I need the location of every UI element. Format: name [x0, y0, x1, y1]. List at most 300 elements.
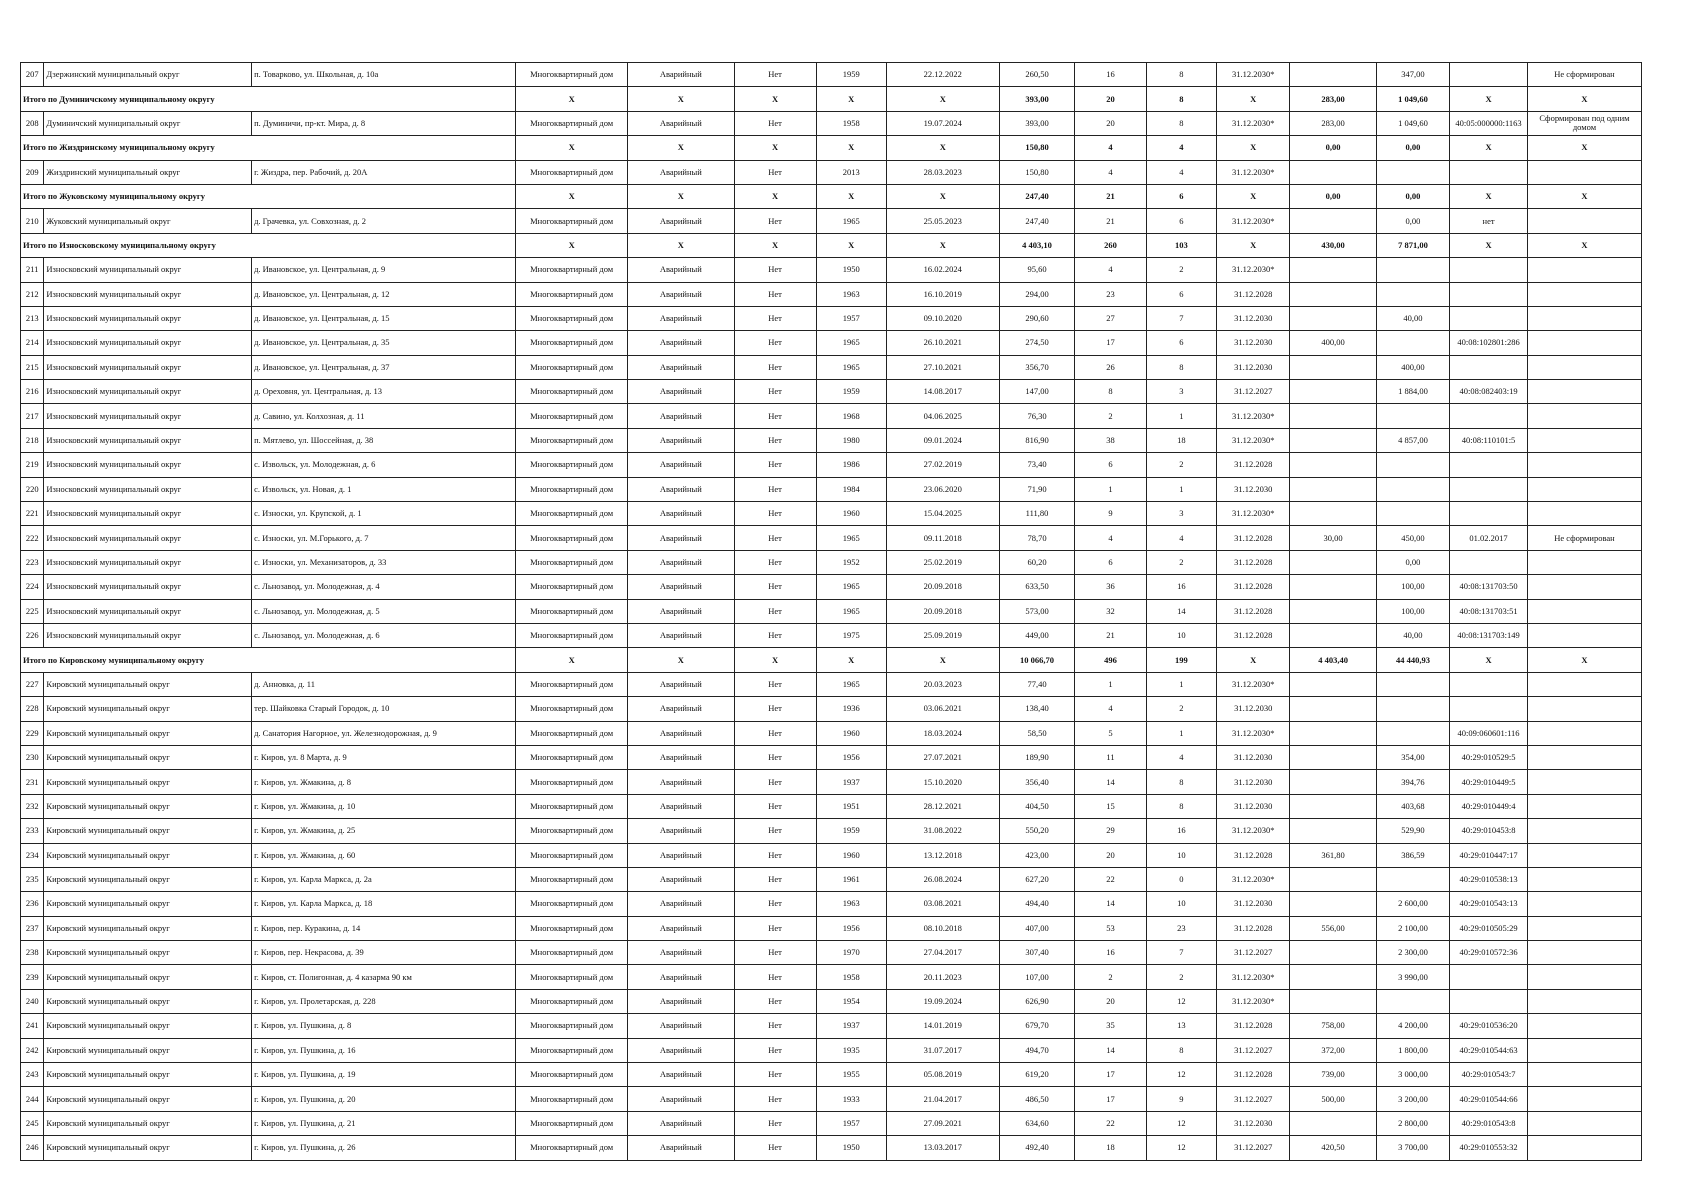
- table-cell: 404,50: [999, 794, 1075, 818]
- table-cell: 40:29:010505:29: [1450, 916, 1528, 940]
- subtotal-row: [21, 648, 1642, 672]
- table-cell: д. Савино, ул. Колхозная, д. 11: [252, 404, 516, 428]
- table-cell: Аварийный: [628, 111, 735, 135]
- subtotal-cell: X: [1216, 184, 1289, 208]
- subtotal-cell: X: [1216, 87, 1289, 111]
- table-row: [21, 989, 1642, 1013]
- table-cell: 40,00: [1376, 306, 1449, 330]
- table-cell: Нет: [734, 453, 816, 477]
- table-cell: Многоквартирный дом: [516, 380, 628, 404]
- table-cell: 31.12.2030: [1216, 697, 1289, 721]
- subtotal-cell: 1 049,60: [1376, 87, 1449, 111]
- table-cell: [1527, 721, 1641, 745]
- table-cell: Думиничский муниципальный округ: [44, 111, 252, 135]
- table-cell: 1960: [816, 843, 886, 867]
- table-cell: Многоквартирный дом: [516, 892, 628, 916]
- table-cell: [1290, 282, 1376, 306]
- table-cell: Аварийный: [628, 477, 735, 501]
- table-cell: 2: [1146, 550, 1216, 574]
- table-cell: [1527, 867, 1641, 891]
- subtotal-cell: 283,00: [1290, 87, 1376, 111]
- table-cell: [1527, 819, 1641, 843]
- table-cell: 1937: [816, 1014, 886, 1038]
- table-cell: 09.01.2024: [886, 428, 999, 452]
- table-row: [21, 306, 1642, 330]
- table-cell: 14.08.2017: [886, 380, 999, 404]
- table-cell: 40:29:010544:66: [1450, 1087, 1528, 1111]
- table-cell: 31.12.2027: [1216, 941, 1289, 965]
- subtotal-cell: 10 066,70: [999, 648, 1075, 672]
- table-cell: [1290, 672, 1376, 696]
- table-cell: 31.12.2027: [1216, 1136, 1289, 1160]
- table-cell: нет: [1450, 209, 1528, 233]
- table-cell: 1956: [816, 916, 886, 940]
- table-cell: д. Ивановское, ул. Центральная, д. 12: [252, 282, 516, 306]
- table-cell: 223: [21, 550, 44, 574]
- table-cell: г. Киров, ст. Полигонная, д. 4 казарма 90 км: [252, 965, 516, 989]
- table-cell: 224: [21, 575, 44, 599]
- table-cell: Нет: [734, 258, 816, 282]
- subtotal-cell: X: [886, 87, 999, 111]
- table-cell: 27.10.2021: [886, 355, 999, 379]
- table-cell: 21: [1075, 209, 1146, 233]
- table-cell: [1527, 209, 1641, 233]
- table-cell: 1960: [816, 721, 886, 745]
- table-cell: 216: [21, 380, 44, 404]
- table-cell: Аварийный: [628, 550, 735, 574]
- table-cell: Кировский муниципальный округ: [44, 916, 252, 940]
- table-cell: 138,40: [999, 697, 1075, 721]
- table-cell: Нет: [734, 672, 816, 696]
- table-cell: 1959: [816, 380, 886, 404]
- table-cell: Нет: [734, 965, 816, 989]
- table-cell: 31.12.2028: [1216, 1063, 1289, 1087]
- table-cell: 1957: [816, 306, 886, 330]
- table-row: [21, 453, 1642, 477]
- table-cell: 31.12.2030: [1216, 745, 1289, 769]
- table-cell: [1527, 745, 1641, 769]
- table-cell: Многоквартирный дом: [516, 306, 628, 330]
- table-cell: Аварийный: [628, 1136, 735, 1160]
- table-row: [21, 941, 1642, 965]
- table-cell: [1290, 550, 1376, 574]
- table-cell: 31.07.2017: [886, 1038, 999, 1062]
- table-cell: г. Киров, ул. Пушкина, д. 20: [252, 1087, 516, 1111]
- table-cell: Аварийный: [628, 843, 735, 867]
- table-cell: Нет: [734, 306, 816, 330]
- table-cell: 1965: [816, 599, 886, 623]
- table-cell: Износковский муниципальный округ: [44, 380, 252, 404]
- table-cell: г. Киров, ул. Карла Маркса, д. 2а: [252, 867, 516, 891]
- table-cell: 1936: [816, 697, 886, 721]
- table-cell: 3 000,00: [1376, 1063, 1449, 1087]
- table-cell: г. Киров, ул. Пушкина, д. 26: [252, 1136, 516, 1160]
- subtotal-cell: X: [628, 87, 735, 111]
- table-cell: 230: [21, 745, 44, 769]
- table-cell: [1527, 1038, 1641, 1062]
- table-cell: [1290, 355, 1376, 379]
- table-cell: 17: [1075, 331, 1146, 355]
- table-cell: 634,60: [999, 1111, 1075, 1135]
- table-cell: Аварийный: [628, 1087, 735, 1111]
- table-cell: 22: [1075, 1111, 1146, 1135]
- table-cell: с. Извольск, ул. Новая, д. 1: [252, 477, 516, 501]
- table-cell: Аварийный: [628, 599, 735, 623]
- table-cell: 03.08.2021: [886, 892, 999, 916]
- table-cell: Нет: [734, 843, 816, 867]
- table-cell: 36: [1075, 575, 1146, 599]
- table-cell: 40:29:010453:8: [1450, 819, 1528, 843]
- table-cell: Нет: [734, 380, 816, 404]
- table-cell: 816,90: [999, 428, 1075, 452]
- table-cell: Аварийный: [628, 258, 735, 282]
- table-cell: 1950: [816, 1136, 886, 1160]
- subtotal-cell: 496: [1075, 648, 1146, 672]
- table-cell: 04.06.2025: [886, 404, 999, 428]
- table-cell: [1527, 770, 1641, 794]
- table-cell: 31.12.2030*: [1216, 502, 1289, 526]
- table-cell: Кировский муниципальный округ: [44, 1111, 252, 1135]
- subtotal-cell: X: [1450, 136, 1528, 160]
- table-cell: [1290, 428, 1376, 452]
- table-cell: 10: [1146, 843, 1216, 867]
- table-cell: 240: [21, 989, 44, 1013]
- table-cell: 494,40: [999, 892, 1075, 916]
- table-cell: Многоквартирный дом: [516, 1038, 628, 1062]
- table-cell: 627,20: [999, 867, 1075, 891]
- subtotal-cell: X: [734, 648, 816, 672]
- table-cell: Многоквартирный дом: [516, 941, 628, 965]
- table-cell: 215: [21, 355, 44, 379]
- table-cell: Аварийный: [628, 672, 735, 696]
- table-cell: 221: [21, 502, 44, 526]
- table-cell: 3: [1146, 502, 1216, 526]
- table-row: [21, 965, 1642, 989]
- table-cell: 2: [1146, 453, 1216, 477]
- table-cell: 77,40: [999, 672, 1075, 696]
- subtotal-cell: 6: [1146, 184, 1216, 208]
- table-row: [21, 355, 1642, 379]
- table-cell: Аварийный: [628, 453, 735, 477]
- table-cell: Аварийный: [628, 331, 735, 355]
- table-cell: 19.07.2024: [886, 111, 999, 135]
- table-cell: 228: [21, 697, 44, 721]
- table-cell: Кировский муниципальный округ: [44, 697, 252, 721]
- table-cell: [1290, 941, 1376, 965]
- table-cell: 246: [21, 1136, 44, 1160]
- subtotal-cell: X: [628, 184, 735, 208]
- table-cell: [1290, 160, 1376, 184]
- table-cell: 1 049,60: [1376, 111, 1449, 135]
- table-row: [21, 1038, 1642, 1062]
- table-row: [21, 794, 1642, 818]
- table-cell: [1376, 453, 1449, 477]
- table-cell: г. Киров, ул. Пушкина, д. 16: [252, 1038, 516, 1062]
- table-cell: 2 800,00: [1376, 1111, 1449, 1135]
- table-cell: 16: [1075, 63, 1146, 87]
- table-cell: 4 857,00: [1376, 428, 1449, 452]
- table-cell: Нет: [734, 623, 816, 647]
- table-cell: 31.12.2030*: [1216, 160, 1289, 184]
- table-cell: 450,00: [1376, 526, 1449, 550]
- table-cell: с. Износки, ул. М.Горького, д. 7: [252, 526, 516, 550]
- table-cell: 31.08.2022: [886, 819, 999, 843]
- table-cell: Нет: [734, 111, 816, 135]
- table-cell: 242: [21, 1038, 44, 1062]
- table-cell: 400,00: [1290, 331, 1376, 355]
- table-body: [21, 63, 1642, 1161]
- table-cell: 4: [1075, 258, 1146, 282]
- table-cell: д. Ивановское, ул. Центральная, д. 37: [252, 355, 516, 379]
- table-cell: Аварийный: [628, 965, 735, 989]
- subtotal-label: Итого по Кировскому муниципальному округу: [21, 648, 516, 672]
- table-row: [21, 477, 1642, 501]
- table-cell: 26: [1075, 355, 1146, 379]
- table-cell: 31.12.2030*: [1216, 965, 1289, 989]
- table-cell: 150,80: [999, 160, 1075, 184]
- table-cell: Нет: [734, 794, 816, 818]
- table-cell: 500,00: [1290, 1087, 1376, 1111]
- table-cell: [1527, 550, 1641, 574]
- subtotal-cell: 4 403,40: [1290, 648, 1376, 672]
- table-cell: 53: [1075, 916, 1146, 940]
- table-cell: 486,50: [999, 1087, 1075, 1111]
- table-cell: 2: [1146, 697, 1216, 721]
- table-cell: Кировский муниципальный округ: [44, 1063, 252, 1087]
- table-cell: [1376, 867, 1449, 891]
- subtotal-cell: X: [734, 233, 816, 257]
- table-cell: 207: [21, 63, 44, 87]
- table-cell: [1290, 745, 1376, 769]
- table-cell: 4: [1075, 697, 1146, 721]
- table-cell: Аварийный: [628, 306, 735, 330]
- table-cell: 29: [1075, 819, 1146, 843]
- table-cell: Многоквартирный дом: [516, 160, 628, 184]
- table-cell: 27.07.2021: [886, 745, 999, 769]
- table-cell: [1527, 916, 1641, 940]
- table-cell: 31.12.2030: [1216, 355, 1289, 379]
- table-cell: 31.12.2028: [1216, 623, 1289, 647]
- table-cell: д. Ивановское, ул. Центральная, д. 15: [252, 306, 516, 330]
- subtotal-cell: X: [816, 87, 886, 111]
- table-cell: тер. Шайковка Старый Городок, д. 10: [252, 697, 516, 721]
- subtotal-cell: X: [516, 184, 628, 208]
- table-cell: 14: [1146, 599, 1216, 623]
- table-cell: Нет: [734, 1111, 816, 1135]
- table-cell: 1: [1146, 404, 1216, 428]
- table-cell: 633,50: [999, 575, 1075, 599]
- table-cell: Нет: [734, 770, 816, 794]
- table-cell: с. Льнозавод, ул. Молодежная, д. 4: [252, 575, 516, 599]
- table-cell: г. Киров, ул. Пушкина, д. 19: [252, 1063, 516, 1087]
- subtotal-cell: X: [1450, 648, 1528, 672]
- table-cell: 1951: [816, 794, 886, 818]
- table-cell: [1527, 502, 1641, 526]
- table-cell: 2 300,00: [1376, 941, 1449, 965]
- table-cell: 40:29:010449:4: [1450, 794, 1528, 818]
- table-cell: [1290, 1111, 1376, 1135]
- table-cell: 1959: [816, 63, 886, 87]
- table-cell: [1527, 1111, 1641, 1135]
- subtotal-cell: 4: [1075, 136, 1146, 160]
- table-cell: [1376, 404, 1449, 428]
- table-cell: 394,76: [1376, 770, 1449, 794]
- table-cell: 09.11.2018: [886, 526, 999, 550]
- table-cell: [1450, 697, 1528, 721]
- subtotal-label: Итого по Жуковскому муниципальному округу: [21, 184, 516, 208]
- table-cell: 214: [21, 331, 44, 355]
- table-cell: 12: [1146, 989, 1216, 1013]
- table-cell: [1376, 721, 1449, 745]
- table-cell: Аварийный: [628, 404, 735, 428]
- table-cell: Кировский муниципальный округ: [44, 867, 252, 891]
- table-cell: Многоквартирный дом: [516, 1063, 628, 1087]
- subtotal-cell: X: [1450, 87, 1528, 111]
- table-cell: 31.12.2028: [1216, 575, 1289, 599]
- table-cell: 20.11.2023: [886, 965, 999, 989]
- table-cell: 76,30: [999, 404, 1075, 428]
- table-cell: [1290, 477, 1376, 501]
- table-cell: 2013: [816, 160, 886, 184]
- table-cell: 14: [1075, 892, 1146, 916]
- table-cell: [1527, 672, 1641, 696]
- table-cell: Нет: [734, 404, 816, 428]
- table-cell: 16: [1146, 819, 1216, 843]
- table-cell: 529,90: [1376, 819, 1449, 843]
- table-cell: Многоквартирный дом: [516, 502, 628, 526]
- table-cell: 6: [1075, 453, 1146, 477]
- table-cell: [1376, 160, 1449, 184]
- subtotal-cell: X: [886, 233, 999, 257]
- table-cell: [1450, 282, 1528, 306]
- table-cell: Износковский муниципальный округ: [44, 599, 252, 623]
- emergency-housing-table: [20, 62, 1642, 1161]
- table-cell: 71,90: [999, 477, 1075, 501]
- table-cell: Аварийный: [628, 209, 735, 233]
- table-cell: 2 100,00: [1376, 916, 1449, 940]
- table-cell: 31.12.2030*: [1216, 867, 1289, 891]
- table-cell: с. Извольск, ул. Молодежная, д. 6: [252, 453, 516, 477]
- table-cell: 235: [21, 867, 44, 891]
- table-cell: 361,80: [1290, 843, 1376, 867]
- table-cell: [1450, 355, 1528, 379]
- table-cell: 1954: [816, 989, 886, 1013]
- table-cell: 236: [21, 892, 44, 916]
- subtotal-label: Итого по Думиничскому муниципальному округу: [21, 87, 516, 111]
- table-cell: 20.09.2018: [886, 599, 999, 623]
- table-cell: д. Ореховня, ул. Центральная, д. 13: [252, 380, 516, 404]
- table-cell: [1290, 721, 1376, 745]
- table-cell: Аварийный: [628, 526, 735, 550]
- table-cell: 31.12.2027: [1216, 1087, 1289, 1111]
- table-cell: 12: [1146, 1111, 1216, 1135]
- table-cell: 1950: [816, 258, 886, 282]
- table-cell: 1963: [816, 892, 886, 916]
- table-cell: 23: [1075, 282, 1146, 306]
- table-cell: [1450, 989, 1528, 1013]
- table-cell: Многоквартирный дом: [516, 672, 628, 696]
- table-cell: [1376, 258, 1449, 282]
- table-cell: 1: [1075, 477, 1146, 501]
- table-cell: 307,40: [999, 941, 1075, 965]
- table-cell: Нет: [734, 599, 816, 623]
- table-cell: [1290, 258, 1376, 282]
- table-cell: 31.12.2030*: [1216, 404, 1289, 428]
- table-cell: Многоквартирный дом: [516, 794, 628, 818]
- table-cell: 31.12.2030: [1216, 331, 1289, 355]
- table-cell: [1376, 697, 1449, 721]
- table-cell: 31.12.2030: [1216, 1111, 1289, 1135]
- table-row: [21, 160, 1642, 184]
- register-sheet: [20, 62, 1642, 1161]
- table-cell: 14.01.2019: [886, 1014, 999, 1038]
- table-cell: Не сформирован: [1527, 63, 1641, 87]
- table-cell: Кировский муниципальный округ: [44, 819, 252, 843]
- table-cell: Многоквартирный дом: [516, 1111, 628, 1135]
- subtotal-cell: 20: [1075, 87, 1146, 111]
- table-cell: Нет: [734, 160, 816, 184]
- subtotal-cell: 0,00: [1376, 136, 1449, 160]
- table-cell: [1527, 404, 1641, 428]
- table-cell: Кировский муниципальный округ: [44, 721, 252, 745]
- table-cell: с. Льнозавод, ул. Молодежная, д. 6: [252, 623, 516, 647]
- table-cell: [1376, 477, 1449, 501]
- table-cell: 1 800,00: [1376, 1038, 1449, 1062]
- table-cell: г. Киров, пер. Некрасова, д. 39: [252, 941, 516, 965]
- table-cell: Износковский муниципальный округ: [44, 477, 252, 501]
- table-cell: 294,00: [999, 282, 1075, 306]
- table-cell: Кировский муниципальный округ: [44, 989, 252, 1013]
- table-cell: 1970: [816, 941, 886, 965]
- subtotal-cell: 44 440,93: [1376, 648, 1449, 672]
- table-cell: Многоквартирный дом: [516, 477, 628, 501]
- table-cell: Многоквартирный дом: [516, 819, 628, 843]
- subtotal-cell: X: [1527, 87, 1641, 111]
- table-cell: 238: [21, 941, 44, 965]
- table-cell: 16.02.2024: [886, 258, 999, 282]
- table-cell: [1376, 989, 1449, 1013]
- table-cell: 212: [21, 282, 44, 306]
- table-cell: Аварийный: [628, 770, 735, 794]
- table-cell: 40:29:010553:32: [1450, 1136, 1528, 1160]
- table-cell: 9: [1146, 1087, 1216, 1111]
- table-cell: г. Киров, ул. Жмакина, д. 10: [252, 794, 516, 818]
- table-row: [21, 209, 1642, 233]
- table-cell: [1450, 258, 1528, 282]
- table-cell: 31.12.2028: [1216, 599, 1289, 623]
- subtotal-cell: 0,00: [1290, 136, 1376, 160]
- table-cell: Износковский муниципальный округ: [44, 526, 252, 550]
- table-cell: 243: [21, 1063, 44, 1087]
- table-cell: [1527, 1087, 1641, 1111]
- table-cell: 1965: [816, 209, 886, 233]
- table-cell: 31.12.2028: [1216, 550, 1289, 574]
- table-cell: [1290, 63, 1376, 87]
- table-cell: 1959: [816, 819, 886, 843]
- table-cell: 1965: [816, 575, 886, 599]
- table-cell: [1290, 965, 1376, 989]
- table-cell: Кировский муниципальный округ: [44, 745, 252, 769]
- table-cell: [1450, 550, 1528, 574]
- table-cell: 2 600,00: [1376, 892, 1449, 916]
- table-cell: Аварийный: [628, 1111, 735, 1135]
- table-cell: 31.12.2028: [1216, 916, 1289, 940]
- table-cell: 20: [1075, 111, 1146, 135]
- table-cell: Износковский муниципальный округ: [44, 282, 252, 306]
- table-cell: Нет: [734, 745, 816, 769]
- table-cell: Нет: [734, 819, 816, 843]
- subtotal-cell: X: [816, 648, 886, 672]
